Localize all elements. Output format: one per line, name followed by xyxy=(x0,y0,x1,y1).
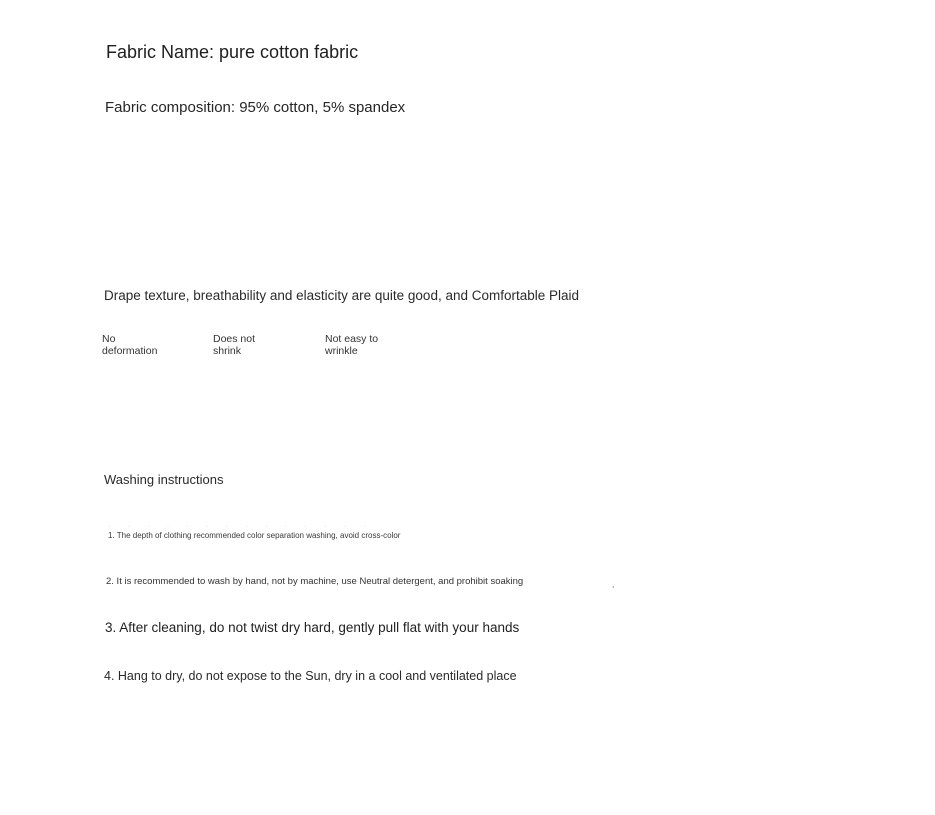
feature-label-line1: No xyxy=(102,333,116,345)
feature-label-line2: wrinkle xyxy=(325,345,358,357)
feature-label-line1: Not easy to xyxy=(325,333,379,345)
washing-step-1: 1. The depth of clothing recommended color separation washing, avoid cross-color xyxy=(108,531,401,540)
washing-step-2: 2. It is recommended to wash by hand, not by machine, use Neutral detergent, and prohibit soaking xyxy=(106,576,524,587)
washing-step-2-mark: , xyxy=(612,580,615,589)
decorative-dots: · · · · · · · · · · · · · · xyxy=(108,524,374,530)
feature-label-line2: shrink xyxy=(213,345,242,357)
feature-no-deformation xyxy=(102,333,192,357)
feature-does-not-shrink xyxy=(213,333,303,357)
fabric-composition-text: Fabric composition: 95% cotton, 5% spandex xyxy=(105,99,406,116)
fabric-properties-headline: Drape texture, breathability and elasticity are quite good, and Comfortable Plaid xyxy=(104,288,580,303)
washing-step-4: 4. Hang to dry, do not expose to the Sun, dry in a cool and ventilated place xyxy=(104,669,517,683)
feature-not-easy-to-wrinkle xyxy=(325,333,415,357)
washing-step-3: 3. After cleaning, do not twist dry hard, gently pull flat with your hands xyxy=(105,620,520,635)
fabric-name-heading: Fabric Name: pure cotton fabric xyxy=(106,42,359,62)
washing-instructions-heading: Washing instructions xyxy=(104,472,224,487)
feature-label-line1: Does not xyxy=(213,333,256,345)
feature-label-line2: deformation xyxy=(102,345,158,357)
